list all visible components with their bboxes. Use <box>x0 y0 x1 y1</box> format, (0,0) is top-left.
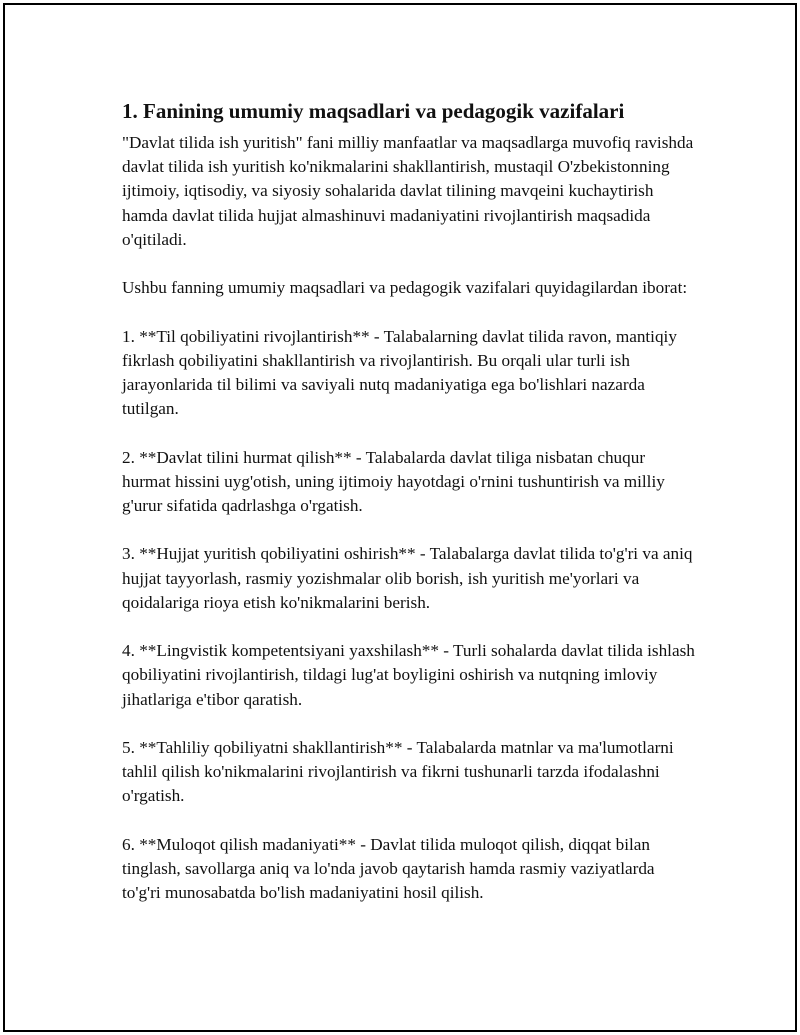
list-item-6: 6. **Muloqot qilish madaniyati** - Davlat tilida muloqot qilish, diqqat bilan tinglash, savollarga aniq va lo'nda javob qaytarish hamda rasmiy vaziyatlarda to'g'ri munosabatda bo'lish madaniyatini hosil qilish. <box>122 834 655 903</box>
intro-paragraph: "Davlat tilida ish yuritish" fani milliy manfaatlar va maqsadlarga muvofiq ravishda davlat tilida ish yuritish ko'nikmalarini shakllantirish, mustaqil O'zbekistonning ijtimoiy, iqtisodiy, va siyosiy sohalarida davlat tilining mavqeini kuchaytirish hamda davlat tilida hujjat almashinuvi madaniyatini rivojlantirish maqsadida o'qitiladi. <box>122 133 694 249</box>
list-item-2: 2. **Davlat tilini hurmat qilish** - Talabalarda davlat tiliga nisbatan chuqur hurmat hissini uyg'otish, uning ijtimoiy hayotdagi o'rnini tushuntirish va milliy g'urur sifatida qadrlashga o'rgatish. <box>122 447 665 515</box>
list-intro-paragraph: Ushbu fanning umumiy maqsadlari va pedagogik vazifalari quyidagilardan iborat: <box>122 278 688 298</box>
list-item-1: 1. **Til qobiliyatini rivojlantirish** - Talabalarning davlat tilida ravon, mantiqiy fikrlash qobiliyatini shakllantirish va rivojlantirish. Bu orqali ular turli ish jarayonlarida til bilimi va saviyali nutq madaniyatiga ega bo'lishlari nazarda tutilgan. <box>122 326 677 419</box>
document-body <box>122 97 697 930</box>
list-item-5: 5. **Tahliliy qobiliyatni shakllantirish** - Talabalarda matnlar va ma'lumotlarni tahlil qilish ko'nikmalarini rivojlantirish va fikrni tushunarli tarzda ifodalashni o'rgatish. <box>122 737 674 806</box>
list-item-4: 4. **Lingvistik kompetentsiyani yaxshilash** - Turli sohalarda davlat tilida ishlash qobiliyatini rivojlantirish, tildagi lug'at boyligini oshirish va nutqning imloviy jihatlariga e'tibor qaratish. <box>122 641 695 709</box>
document-title: 1. Fanining umumiy maqsadlari va pedagogik vazifalari <box>122 99 625 123</box>
list-item-3: 3. **Hujjat yuritish qobiliyatini oshirish** - Talabalarga davlat tilida to'g'ri va aniq hujjat tayyorlash, rasmiy yozishmalar olib borish, ish yuritish me'yorlari va qoidalariga rioya etish ko'nikmalarini berish. <box>122 544 693 612</box>
page-frame <box>3 3 797 1032</box>
